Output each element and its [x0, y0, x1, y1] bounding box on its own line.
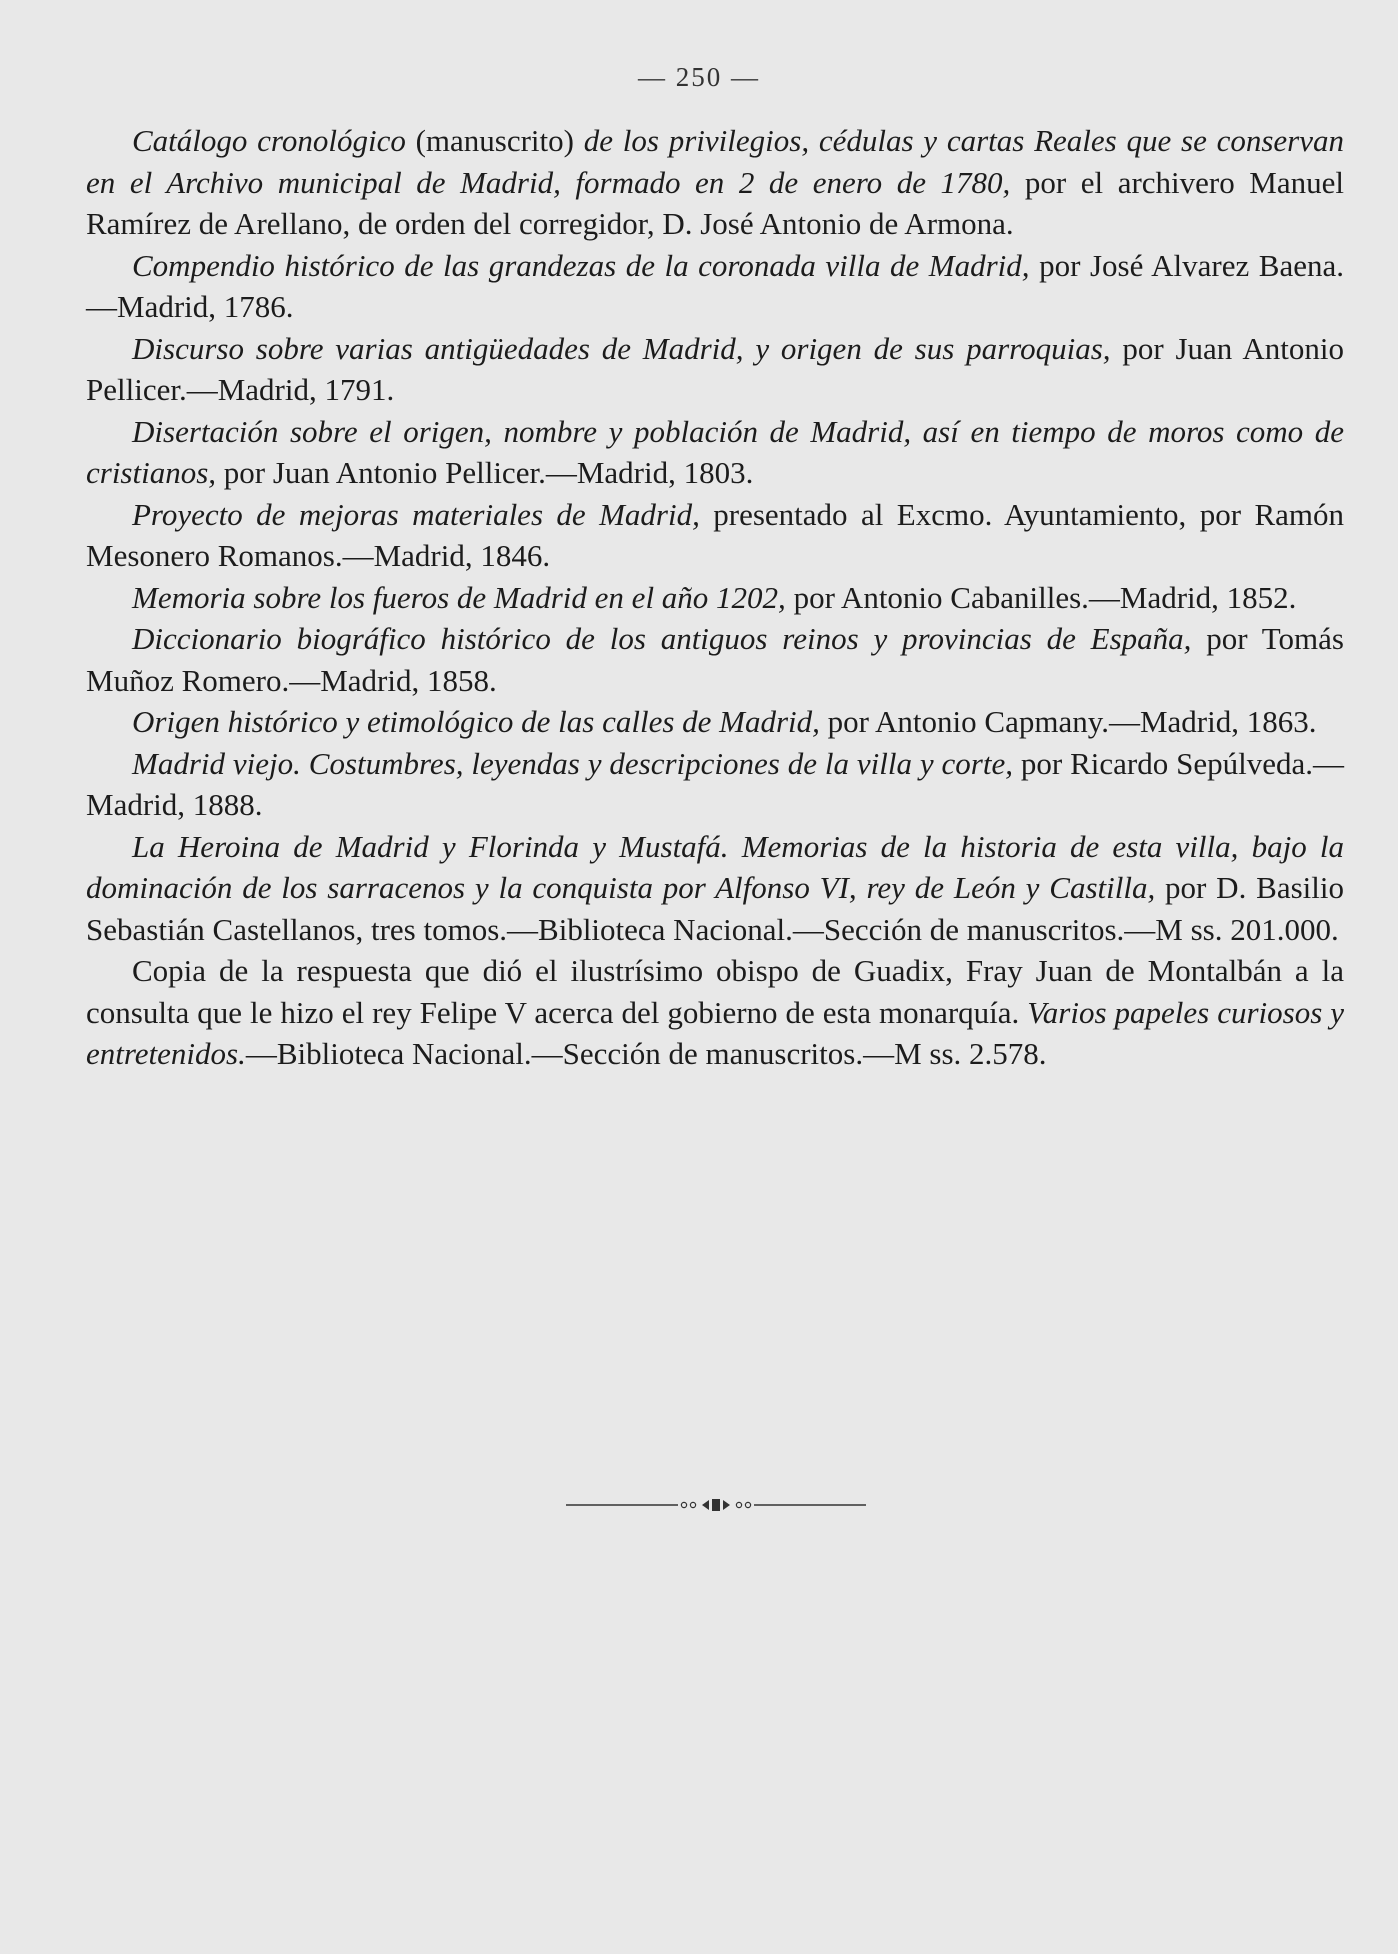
- entry-text: por José Alvarez Baena.—Madrid, 1786.: [86, 247, 1344, 324]
- bibliography-entry: [86, 618, 1344, 701]
- entry-title-cont: Varios papeles curiosos y entretenidos.: [86, 994, 1344, 1071]
- bibliography-entry: [86, 494, 1344, 577]
- entry-title-cont: de los privilegios, cédulas y cartas Reales que se conservan en el Archivo municipal de Madrid, formado en 2 de enero de 1780,: [86, 123, 1344, 200]
- entry-title: Origen histórico y etimológico de las calles de Madrid,: [132, 704, 820, 739]
- bibliography-entry: [86, 411, 1344, 494]
- entry-text: por Tomás Muñoz Romero.—Madrid, 1858.: [86, 621, 1344, 698]
- ornament-divider: [566, 1498, 866, 1512]
- entry-text: por Antonio Capmany.—Madrid, 1863.: [819, 704, 1317, 739]
- entry-text: (manuscrito): [405, 123, 584, 158]
- entry-text-cont: —Biblioteca Nacional.—Sección de manuscritos.—M ss. 2.578.: [245, 1036, 1047, 1071]
- entry-text: por Juan Antonio Pellicer.—Madrid, 1803.: [216, 455, 754, 490]
- entry-title: Proyecto de mejoras materiales de Madrid,: [132, 496, 700, 532]
- bibliography-entry: [86, 245, 1344, 328]
- entry-text-cont: por el archivero Manuel Ramírez de Arellano, de orden del corregidor, D. José Antonio de Armona.: [86, 164, 1344, 241]
- entry-title: Madrid viejo. Costumbres, leyendas y descripciones de la villa y corte,: [132, 745, 1013, 781]
- entry-title: Disertación sobre el origen, nombre y población de Madrid, así en tiempo de moros como de cristianos,: [86, 413, 1344, 490]
- entry-title: Catálogo cronológico: [132, 123, 406, 158]
- entry-text: por D. Basilio Sebastián Castellanos, tres tomos.—Biblioteca Nacional.—Sección de manuscritos.—M ss. 201.000.: [86, 870, 1344, 947]
- page-number: — 250 —: [638, 62, 760, 92]
- bibliography-entry: [86, 701, 1344, 743]
- entry-text: Copia de la respuesta que dió el ilustrísimo obispo de Guadix, Fray Juan de Montalbán a la consulta que le hizo el rey Felipe V acerca del gobierno de esta monarquía.: [86, 953, 1344, 1030]
- entry-title: Diccionario biográfico histórico de los antiguos reinos y provincias de España,: [132, 621, 1192, 656]
- entry-text: presentado al Excmo. Ayuntamiento, por Ramón Mesonero Romanos.—Madrid, 1846.: [86, 496, 1344, 573]
- bibliography-entry: [86, 328, 1344, 411]
- entry-text: por Juan Antonio Pellicer.—Madrid, 1791.: [86, 330, 1344, 407]
- bibliography-entry: [86, 120, 1344, 245]
- bibliography-entry: [86, 743, 1344, 826]
- bibliography-entry: [86, 826, 1344, 951]
- entry-title: Discurso sobre varias antigüedades de Madrid, y origen de sus parroquias,: [132, 330, 1111, 366]
- bibliography-list: [86, 120, 1344, 1075]
- entry-text: por Ricardo Sepúlveda.—Madrid, 1888.: [86, 745, 1344, 822]
- entry-title: Memoria sobre los fueros de Madrid en el año 1202,: [132, 579, 786, 615]
- entry-title: Compendio histórico de las grandezas de la coronada villa de Madrid,: [132, 247, 1030, 283]
- entry-title: La Heroina de Madrid y Florinda y Mustafá. Memorias de la historia de esta villa, bajo la dominación de los sarracenos y la conquista por Alfonso VI, rey de León y Castilla,: [86, 828, 1344, 905]
- bibliography-entry: [86, 950, 1344, 1075]
- bibliography-entry: [86, 577, 1344, 619]
- entry-text: por Antonio Cabanilles.—Madrid, 1852.: [785, 579, 1297, 615]
